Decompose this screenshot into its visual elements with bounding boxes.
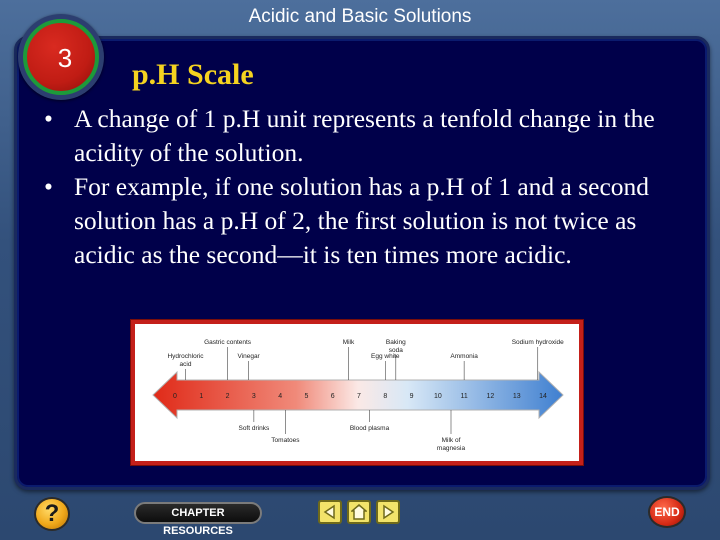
end-button[interactable]: END xyxy=(648,496,686,528)
ph-substance-label: Baking xyxy=(385,339,406,346)
ph-substance-label: Hydrochloric xyxy=(167,353,204,360)
ph-substance-label: Sodium hydroxide xyxy=(511,339,564,346)
ph-tick-labels xyxy=(173,393,547,400)
chapter-badge-circle xyxy=(23,19,99,95)
ph-substance-label: Egg white xyxy=(371,353,400,360)
ph-tick-label: 2 xyxy=(225,393,230,400)
bullet-item xyxy=(44,102,689,170)
ph-tick-label: 8 xyxy=(383,393,388,400)
ph-tick-label: 14 xyxy=(539,393,547,400)
ph-tick-label: 4 xyxy=(278,393,283,400)
home-button[interactable] xyxy=(347,500,371,524)
ph-tick-label: 3 xyxy=(251,393,256,400)
ph-substance-label: Gastric contents xyxy=(204,339,252,346)
chapter-badge xyxy=(18,14,104,100)
ph-tick-label: 1 xyxy=(199,393,204,400)
ph-substance-label: Milk of xyxy=(441,437,461,444)
ph-substance-label: Vinegar xyxy=(237,353,260,360)
ph-substance-label: Milk xyxy=(342,339,355,346)
ph-tick-label: 11 xyxy=(460,393,468,400)
ph-tick-label: 7 xyxy=(357,393,361,400)
ph-substance-label: Blood plasma xyxy=(349,425,390,432)
section-title: Acidic and Basic Solutions xyxy=(248,6,472,27)
bullet-text: A change of 1 p.H unit represents a tenfold change in the acidity of the solution. xyxy=(74,104,655,167)
ph-bottom-labels xyxy=(238,410,465,452)
ph-substance-label: soda xyxy=(388,347,403,354)
bullet-item xyxy=(44,170,689,272)
prev-button[interactable] xyxy=(318,500,342,524)
bullet-dot-icon: • xyxy=(44,104,53,133)
ph-tick-label: 9 xyxy=(409,393,414,400)
ph-tick-label: 12 xyxy=(486,393,495,400)
bullet-text: For example, if one solution has a p.H of 1 and a second solution has a p.H of 2, the first solution is not twice as acidic as the second—it is ten times more acidic. xyxy=(74,172,650,269)
ph-substance-label: acid xyxy=(179,361,192,368)
help-button[interactable]: ? xyxy=(34,497,70,531)
ph-substance-label: Tomatoes xyxy=(271,437,300,444)
ph-scale-diagram xyxy=(135,324,579,461)
ph-tick-label: 10 xyxy=(433,393,442,400)
prev-arrow-icon xyxy=(322,504,338,520)
ph-tick-label: 5 xyxy=(304,393,309,400)
ph-substance-label: Ammonia xyxy=(450,353,478,360)
ph-tick-label: 13 xyxy=(512,393,521,400)
home-icon xyxy=(351,504,367,520)
chapter-resources-button[interactable]: CHAPTER RESOURCES xyxy=(134,502,262,524)
ph-tick-label: 6 xyxy=(330,393,335,400)
ph-scale-figure xyxy=(131,320,583,465)
slide-title: p.H Scale xyxy=(132,58,254,91)
bullet-list xyxy=(44,102,689,272)
ph-substance-label: magnesia xyxy=(436,445,466,452)
ph-substance-label: Soft drinks xyxy=(238,425,270,432)
next-arrow-icon xyxy=(380,504,396,520)
ph-top-labels xyxy=(167,339,564,380)
ph-tick-label: 0 xyxy=(173,393,177,400)
chapter-number: 3 xyxy=(57,43,73,73)
bullet-dot-icon: • xyxy=(44,172,53,201)
next-button[interactable] xyxy=(376,500,400,524)
